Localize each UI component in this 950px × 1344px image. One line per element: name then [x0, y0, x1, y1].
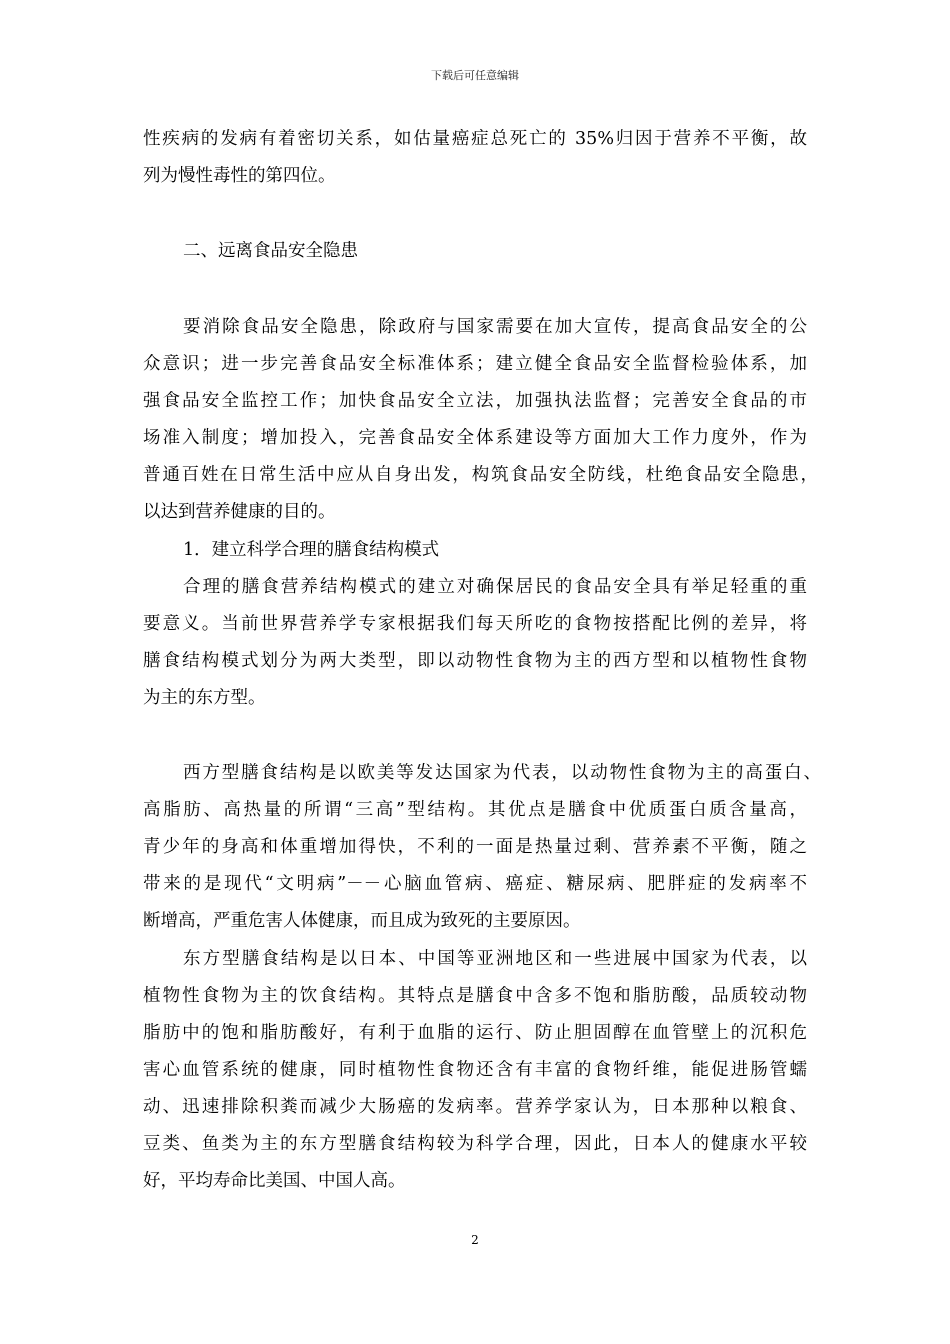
text-line: 性疾病的发病有着密切关系，如估量癌症总死亡的 35%归因于营养不平衡，故: [143, 129, 807, 149]
text-line: 以达到营养健康的目的。: [143, 502, 336, 522]
text-line: 普通百姓在日常生活中应从自身出发，构筑食品安全防线，杜绝食品安全隐患，: [143, 465, 818, 485]
text-line: 东方型膳食结构是以日本、中国等亚洲地区和一些进展中国家为代表，以: [183, 949, 807, 969]
page-header: 下载后可任意编辑: [431, 69, 519, 82]
text-line: 众意识；进一步完善食品安全标准体系；建立健全食品安全监督检验体系，加: [143, 354, 807, 374]
text-line: 合理的膳食营养结构模式的建立对确保居民的食品安全具有举足轻重的重: [183, 577, 807, 597]
text-line: 脂肪中的饱和脂肪酸好，有利于血脂的运行、防止胆固醇在血管壁上的沉积危: [143, 1023, 807, 1043]
text-line: 西方型膳食结构是以欧美等发达国家为代表，以动物性食物为主的高蛋白、: [183, 763, 821, 783]
text-line: 要消除食品安全隐患，除政府与国家需要在加大宣传，提高食品安全的公: [183, 317, 807, 337]
text-line: 好，平均寿命比美国、中国人高。: [143, 1171, 406, 1191]
text-line: 膳食结构模式划分为两大类型，即以动物性食物为主的西方型和以植物性食物: [143, 651, 807, 671]
section-heading: 二、远离食品安全隐患: [183, 241, 358, 261]
page-number: 2: [471, 1233, 479, 1247]
text-line: 场准入制度；增加投入，完善食品安全体系建设等方面加大工作力度外，作为: [143, 428, 807, 448]
text-line: 植物性食物为主的饮食结构。其特点是膳食中含多不饱和脂肪酸，品质较动物: [143, 986, 807, 1006]
text-line: 带来的是现代“文明病”－－心脑血管病、癌症、糖尿病、肥胖症的发病率不: [143, 874, 807, 894]
text-line: 列为慢性毒性的第四位。: [143, 166, 336, 186]
text-line: 青少年的身高和体重增加得快，不利的一面是热量过剩、营养素不平衡，随之: [143, 837, 807, 857]
subheading: 1．建立科学合理的膳食结构模式: [183, 540, 440, 560]
text-line: 害心血管系统的健康，同时植物性食物还含有丰富的食物纤维，能促进肠管蠕: [143, 1060, 807, 1080]
text-line: 豆类、鱼类为主的东方型膳食结构较为科学合理，因此，日本人的健康水平较: [143, 1134, 807, 1154]
text-line: 断增高，严重危害人体健康，而且成为致死的主要原因。: [143, 911, 581, 931]
text-line: 动、迅速排除积粪而减少大肠癌的发病率。营养学家认为，日本那种以粮食、: [143, 1097, 807, 1117]
text-line: 为主的东方型。: [143, 688, 266, 708]
text-line: 强食品安全监控工作；加快食品安全立法，加强执法监督；完善安全食品的市: [143, 391, 807, 411]
text-line: 高脂肪、高热量的所谓“三高”型结构。其优点是膳食中优质蛋白质含量高，: [143, 800, 807, 820]
text-line: 要意义。当前世界营养学专家根据我们每天所吃的食物按搭配比例的差异，将: [143, 614, 807, 634]
